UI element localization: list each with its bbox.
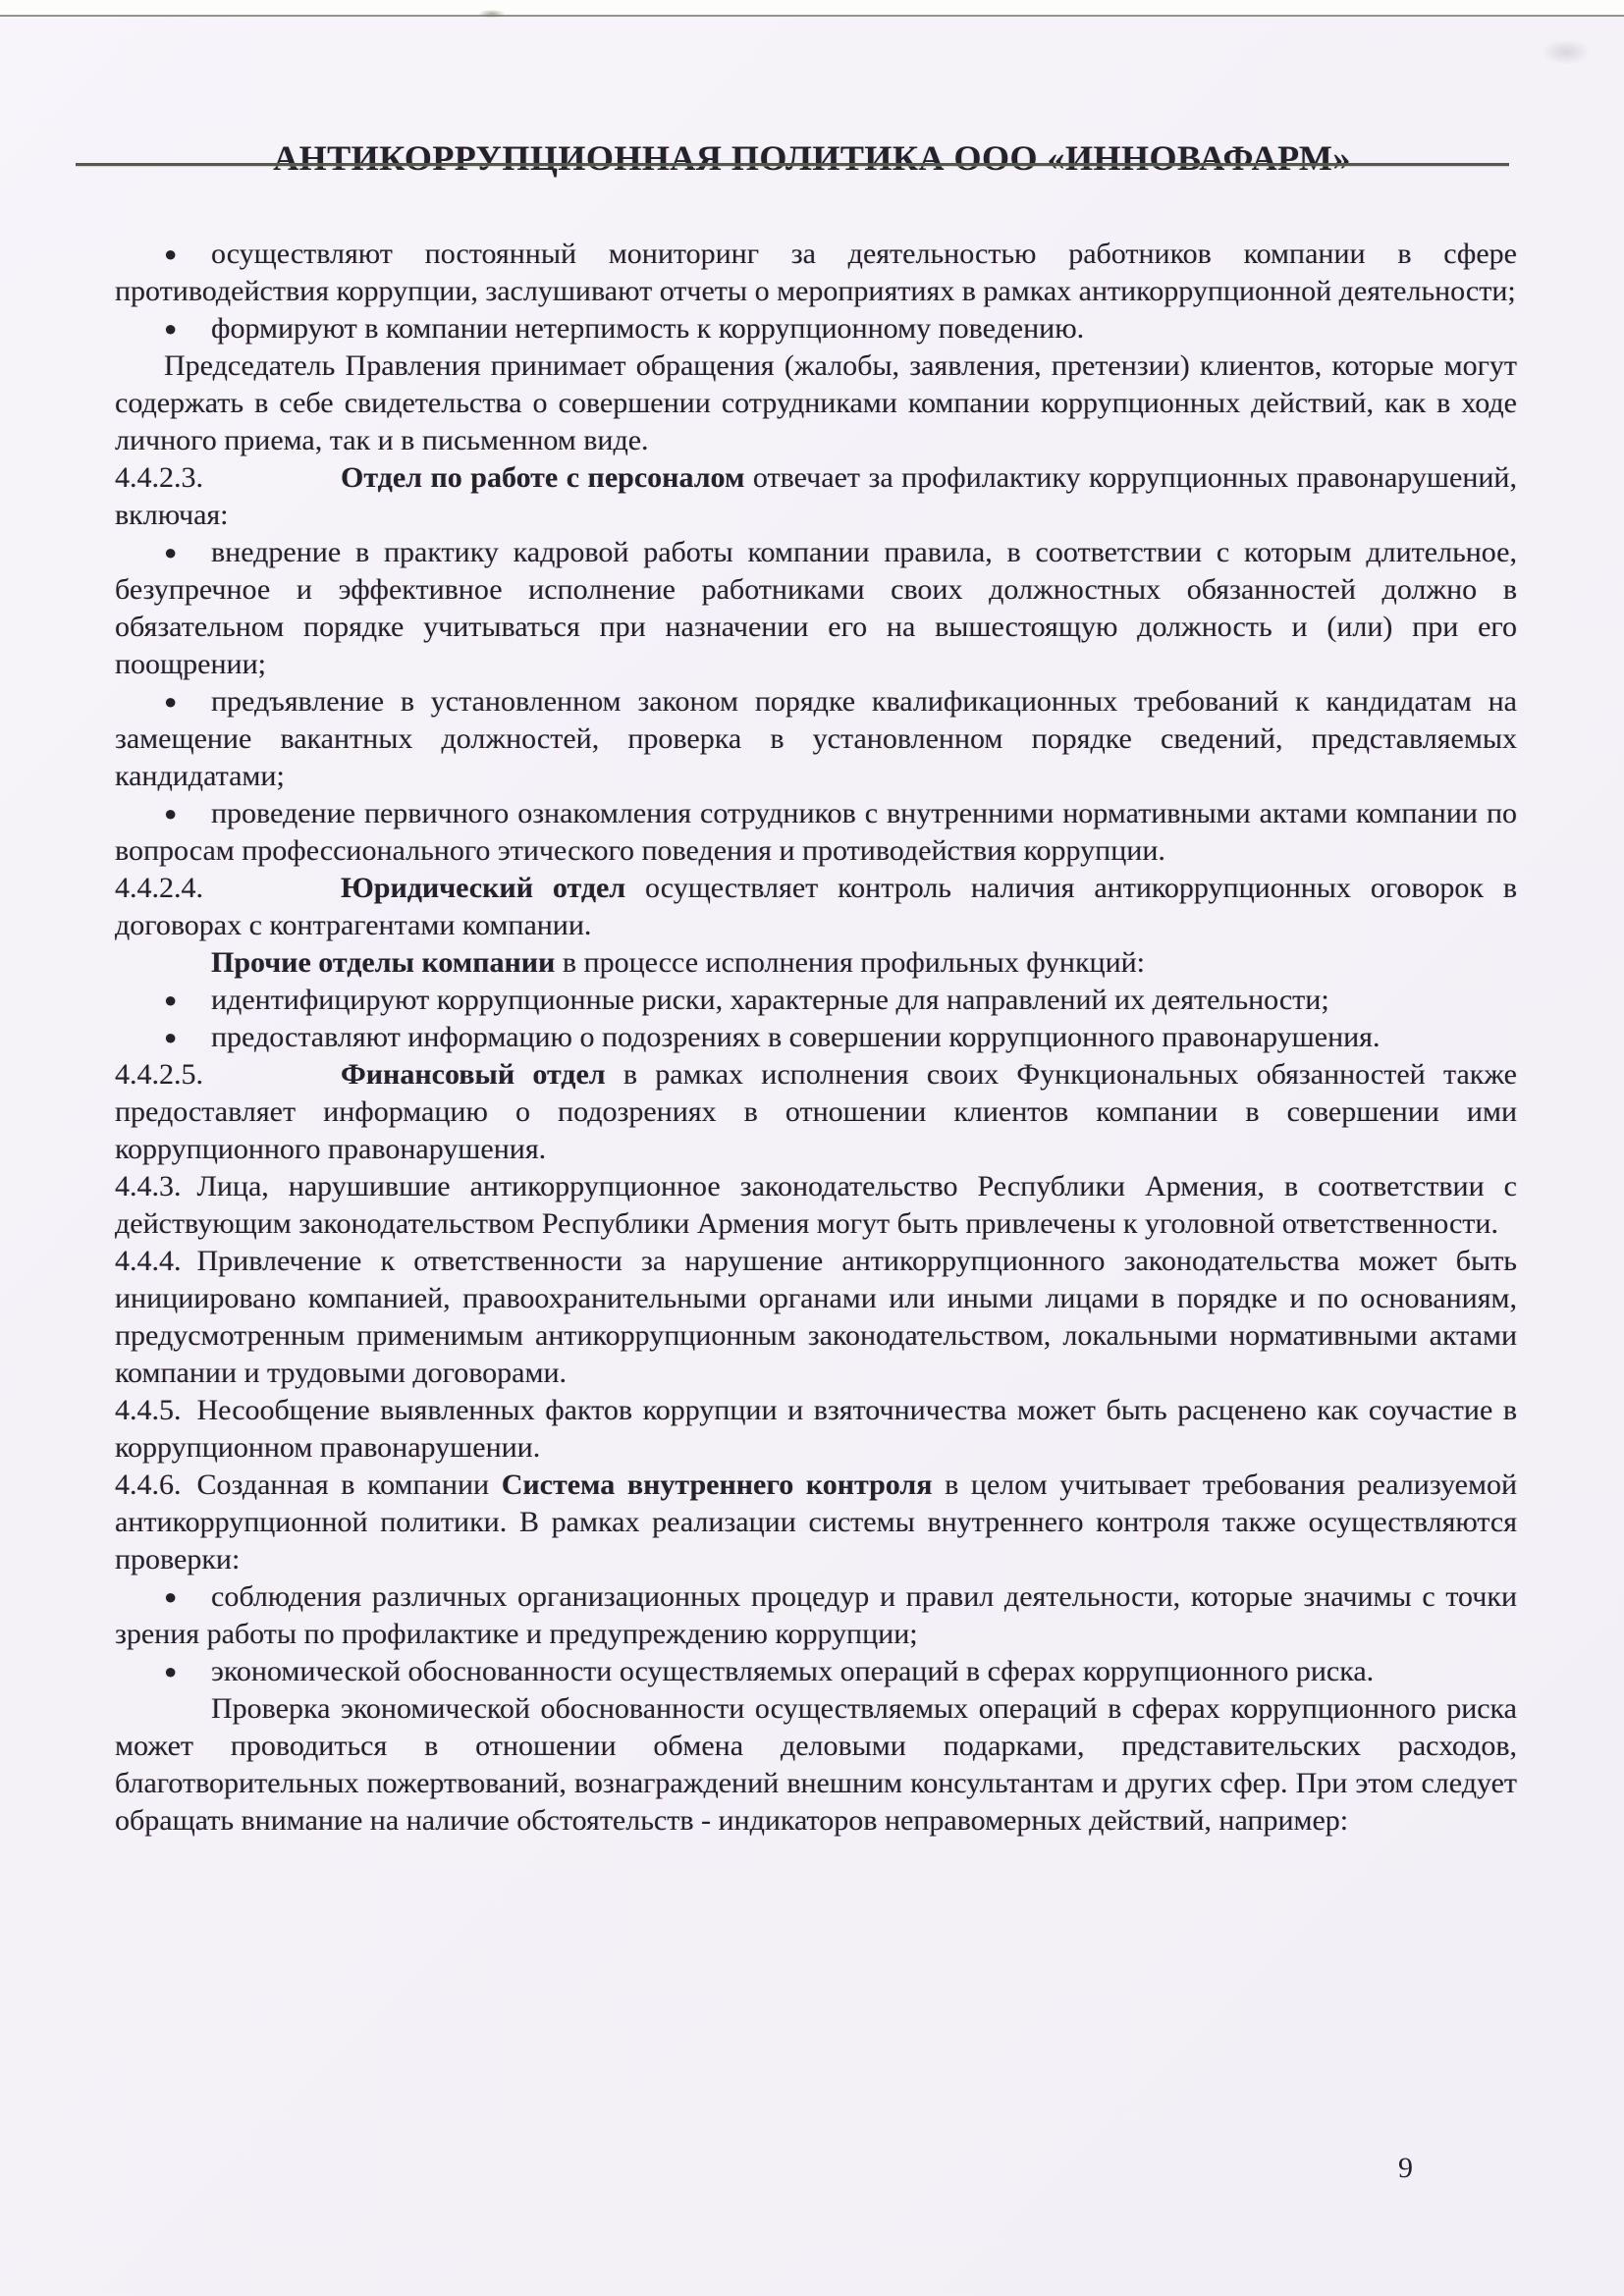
text-segment: отвечает за профилактику коррупционных правонарушений, включая: <box>115 461 1517 531</box>
bullet-icon: ● <box>164 540 178 564</box>
body-paragraph <box>115 944 1517 982</box>
bullet-icon: ● <box>164 988 178 1012</box>
text-segment: внедрение в практику кадровой работы компании правила, в соответствии с которым длительное, безупречное и эффективное исполнение работниками своих должностных обязанностей должно в обязательном порядке учитываться при назначении его на вышестоящую должность и (или) при его поощрении; <box>115 536 1517 680</box>
bullet-icon: ● <box>164 316 178 341</box>
text-segment: формируют в компании нетерпимость к коррупционному поведению. <box>211 312 1085 345</box>
title-underline <box>76 163 1509 166</box>
bullet-paragraph <box>115 1653 1517 1690</box>
clause-number: 4.4.6. <box>115 1468 182 1501</box>
text-segment: Созданная в компании <box>196 1468 502 1501</box>
bold-text-segment: Прочие отделы компании <box>211 946 556 979</box>
bullet-icon: ● <box>164 1025 178 1049</box>
page-number: 9 <box>1398 2152 1413 2184</box>
text-segment: в рамках исполнения своих Функциональных обязанностей также предоставляет информацию о подозрениях в отношении клиентов компании в совершении ими коррупционного правонарушения. <box>115 1058 1517 1165</box>
text-segment: Несообщение выявленных фактов коррупции и взяточничества может быть расценено как соучастие в коррупционном правонарушении. <box>115 1394 1517 1464</box>
bold-text-segment: Финансовый отдел <box>341 1058 606 1091</box>
clause-number: 4.4.3. <box>115 1170 182 1202</box>
scan-mark-artifact <box>479 10 505 18</box>
bullet-icon: ● <box>164 241 178 266</box>
numbered-paragraph <box>115 1168 1517 1243</box>
text-segment: Привлечение к ответственности за нарушение антикоррупционного законодательства может быть инициировано компанией, правоохранительными органами или иными лицами в порядке и по основаниям, предусмотренным применимым антикоррупционным законодательством, локальными нормативными актами компании и трудовыми договорами. <box>115 1245 1517 1389</box>
text-segment: осуществляет контроль наличия антикоррупционных оговорок в договорах с контрагентами компании. <box>115 872 1517 941</box>
clause-number: 4.4.2.3. <box>115 461 203 494</box>
bullet-paragraph <box>115 1578 1517 1653</box>
bullet-paragraph <box>115 795 1517 870</box>
body-paragraph <box>115 1690 1517 1840</box>
text-segment: экономической обоснованности осуществляемых операций в сферах коррупционного риска. <box>211 1655 1375 1687</box>
clause-number: 4.4.2.4. <box>115 872 203 904</box>
text-segment: осуществляют постоянный мониторинг за деятельностью работников компании в сфере противодействия коррупции, заслушивают отчеты о мероприятиях в рамках антикоррупционной деятельности; <box>115 238 1517 307</box>
numbered-paragraph <box>115 1056 1517 1168</box>
clause-number: 4.4.5. <box>115 1394 182 1426</box>
bullet-icon: ● <box>164 1584 178 1609</box>
text-segment: Председатель Правления принимает обращения (жалобы, заявления, претензии) клиентов, которые могут содержать в себе свидетельства о совершении сотрудниками компании коррупционных действий, как в ходе личного приема, так и в письменном виде. <box>115 349 1517 456</box>
scanner-edge-strip <box>0 0 1624 17</box>
bold-text-segment: Система внутреннего контроля <box>501 1468 933 1501</box>
bullet-paragraph <box>115 683 1517 795</box>
clause-number: 4.4.2.5. <box>115 1058 203 1091</box>
numbered-paragraph <box>115 1243 1517 1392</box>
text-segment: Проверка экономической обоснованности осуществляемых операций в сферах коррупционного риска может проводиться в отношении обмена деловыми подарками, представительских расходов, благотворительных пожертвований, вознаграждений внешним консультантам и других сфер. При этом следует обращать внимание на наличие обстоятельств - индикаторов неправомерных действий, например: <box>115 1692 1517 1837</box>
bold-text-segment: Отдел по работе с персоналом <box>341 461 745 494</box>
text-segment: предъявление в установленном законом порядке квалификационных требований к кандидатам на замещение вакантных должностей, проверка в установленном порядке сведений, представляемых кандидатами; <box>115 685 1517 792</box>
document-body <box>115 236 1517 1840</box>
text-segment: проведение первичного ознакомления сотрудников с внутренними нормативными актами компании по вопросам профессионального этического поведения и противодействия коррупции. <box>115 797 1517 867</box>
text-segment: в целом учитывает требования реализуемой антикоррупционной политики. В рамках реализации системы внутреннего контроля также осуществляются проверки: <box>115 1468 1517 1575</box>
document-title: АНТИКОРРУПЦИОННАЯ ПОЛИТИКА ООО «ИННОВАФАРМ» <box>273 138 1351 179</box>
text-segment: в процессе исполнения профильных функций: <box>555 946 1146 979</box>
numbered-paragraph <box>115 1467 1517 1578</box>
text-segment: идентифицируют коррупционные риски, характерные для направлений их деятельности; <box>211 984 1329 1016</box>
bullet-paragraph <box>115 236 1517 310</box>
text-segment: предоставляют информацию о подозрениях в совершении коррупционного правонарушения. <box>211 1021 1380 1053</box>
clause-number: 4.4.4. <box>115 1245 182 1277</box>
numbered-paragraph <box>115 459 1517 534</box>
scan-smudge-artifact <box>1542 39 1591 65</box>
bullet-icon: ● <box>164 801 178 826</box>
text-segment: Лица, нарушившие антикоррупционное законодательство Республики Армения, в соответствии с действующим законодательством Республики Армения могут быть привлечены к уголовной ответственности. <box>115 1170 1517 1240</box>
text-segment: соблюдения различных организационных процедур и правил деятельности, которые значимы с точки зрения работы по профилактике и предупреждению коррупции; <box>115 1580 1517 1650</box>
numbered-paragraph <box>115 1392 1517 1467</box>
bullet-icon: ● <box>164 689 178 714</box>
bullet-icon: ● <box>164 1659 178 1683</box>
bullet-paragraph <box>115 1019 1517 1056</box>
bullet-paragraph <box>115 982 1517 1019</box>
bullet-paragraph <box>115 534 1517 683</box>
body-paragraph <box>115 347 1517 459</box>
bullet-paragraph <box>115 310 1517 347</box>
bold-text-segment: Юридический отдел <box>341 872 626 904</box>
numbered-paragraph <box>115 870 1517 944</box>
